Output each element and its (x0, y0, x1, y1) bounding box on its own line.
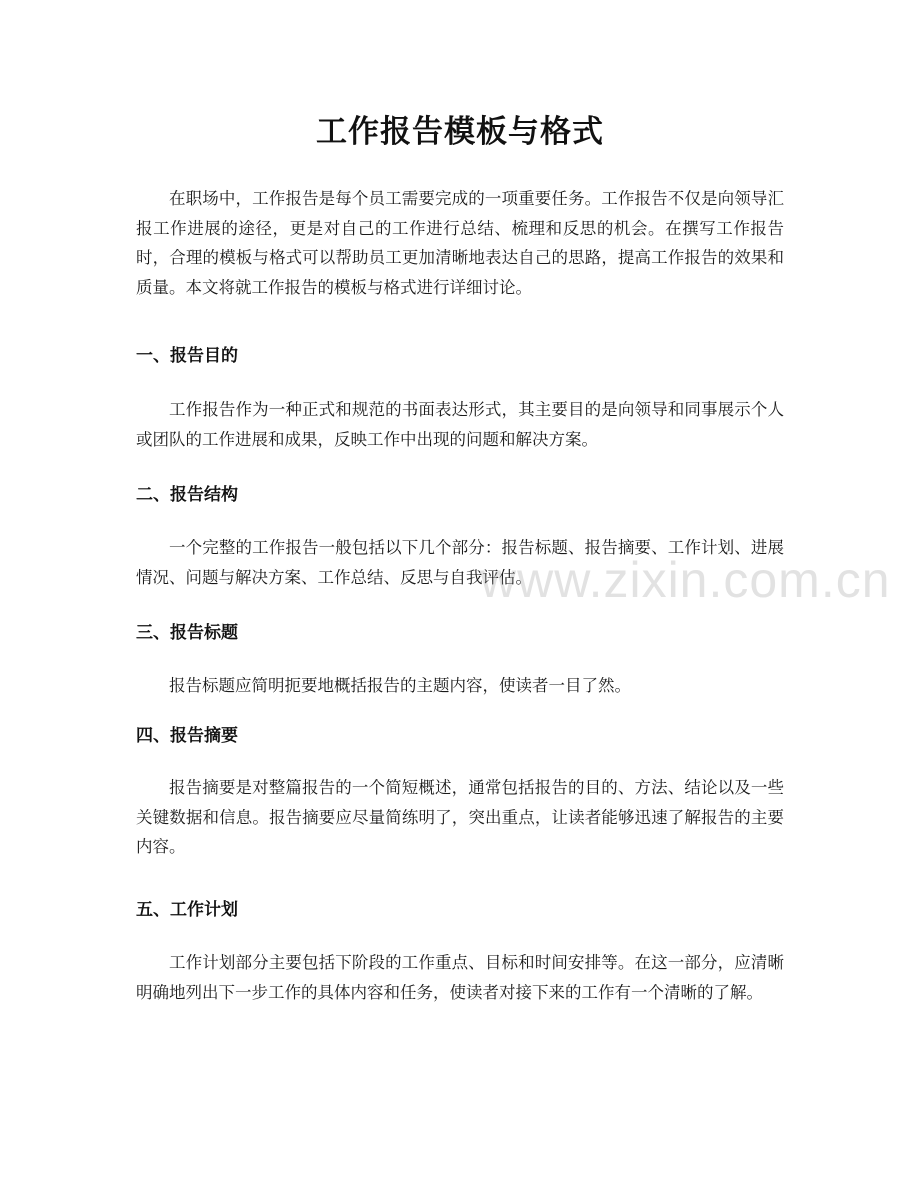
section-body-title: 报告标题应简明扼要地概括报告的主题内容，使读者一目了然。 (169, 676, 631, 695)
section-heading-structure: 二、报告结构 (136, 485, 238, 505)
section-heading-plan: 五、工作计划 (136, 900, 238, 920)
document-title: 工作报告模板与格式 (316, 114, 604, 150)
section-body-structure: 一个完整的工作报告一般包括以下几个部分：报告标题、报告摘要、工作计划、进展情况、问题与解决方案、工作总结、反思与自我评估。 (136, 538, 784, 587)
section-body-summary: 报告摘要是对整篇报告的一个简短概述，通常包括报告的目的、方法、结论以及一些关键数据和信息。报告摘要应尽量简练明了，突出重点，让读者能够迅速了解报告的主要内容。 (136, 778, 784, 856)
section-heading-title: 三、报告标题 (136, 623, 238, 643)
intro-paragraph: 在职场中，工作报告是每个员工需要完成的一项重要任务。工作报告不仅是向领导汇报工作进展的途径，更是对自己的工作进行总结、梳理和反思的机会。在撰写工作报告时，合理的模板与格式可以帮助员工更加清晰地表达自己的思路，提高工作报告的效果和质量。本文将就工作报告的模板与格式进行详细讨论。 (136, 189, 784, 297)
section-heading-summary: 四、报告摘要 (136, 726, 238, 746)
section-body-purpose: 工作报告作为一种正式和规范的书面表达形式，其主要目的是向领导和同事展示个人或团队的工作进展和成果，反映工作中出现的问题和解决方案。 (136, 400, 784, 449)
section-body-plan: 工作计划部分主要包括下阶段的工作重点、目标和时间安排等。在这一部分，应清晰明确地列出下一步工作的具体内容和任务，使读者对接下来的工作有一个清晰的了解。 (136, 953, 784, 1002)
watermark: www.zixin.com.cn (480, 552, 891, 608)
section-heading-purpose: 一、报告目的 (136, 346, 238, 366)
